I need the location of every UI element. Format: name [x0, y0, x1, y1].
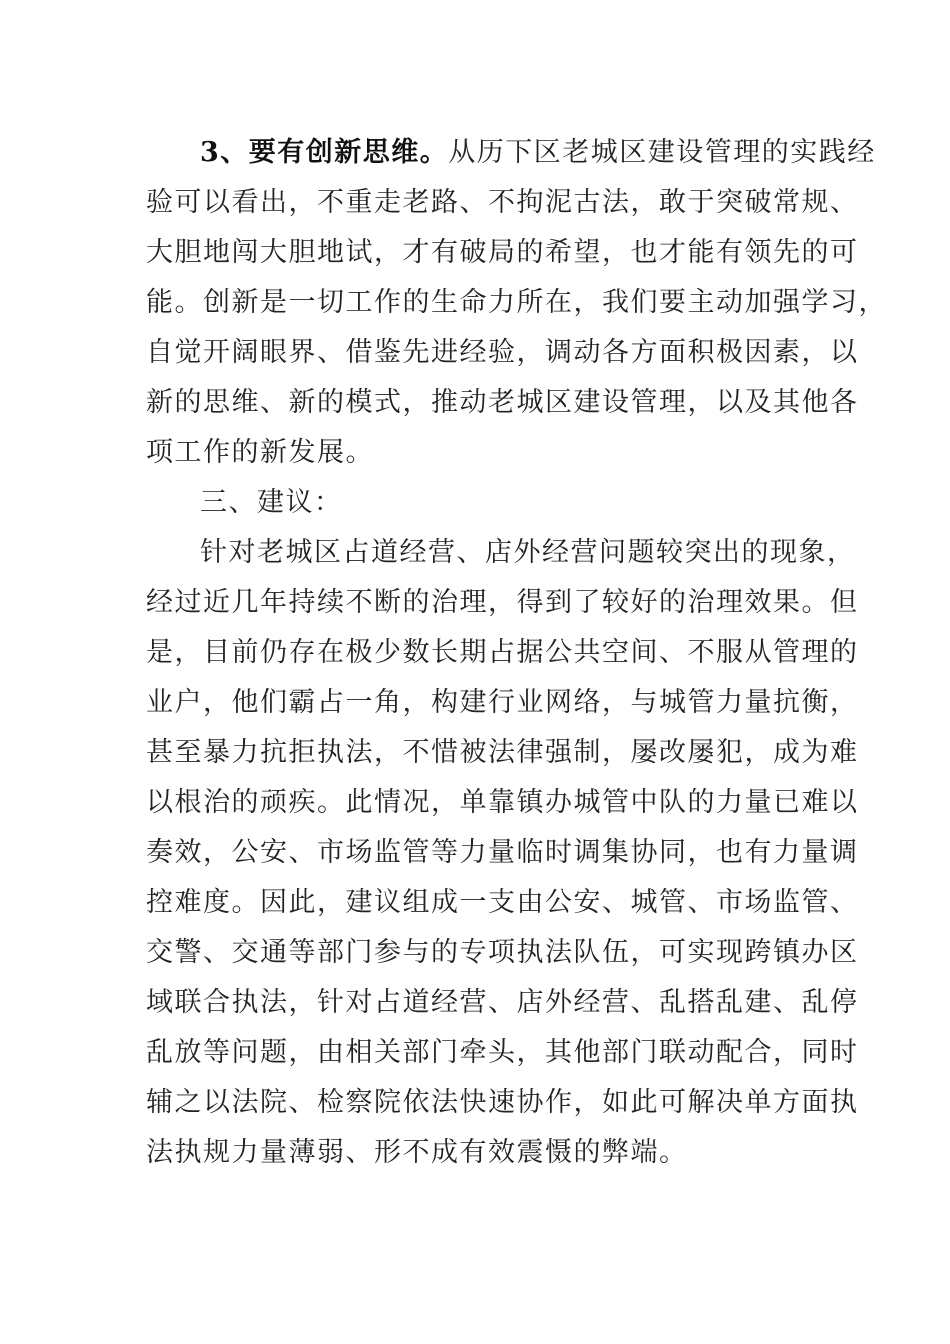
- proposal-line-9: 交警、交通等部门参与的专项执法队伍，可实现跨镇办区: [146, 937, 859, 968]
- proposal-line-11: 乱放等问题，由相关部门牵头，其他部门联动配合，同时: [146, 1037, 859, 1068]
- proposal-line-7: 奏效，公安、市场监管等力量临时调集协同，也有力量调: [146, 837, 859, 868]
- paragraph-3-heading: 3、要有创新思维。: [200, 137, 449, 168]
- paragraph-3-line-2: 验可以看出，不重走老路、不拘泥古法，敢于突破常规、: [146, 187, 859, 218]
- proposal-line-4: 业户，他们霸占一角，构建行业网络，与城管力量抗衡，: [146, 687, 859, 718]
- proposal-line-12: 辅之以法院、检察院依法快速协作，如此可解决单方面执: [146, 1087, 859, 1118]
- paragraph-3-line-4: 能。创新是一切工作的生命力所在，我们要主动加强学习，: [146, 287, 887, 318]
- proposal-line-5: 甚至暴力抗拒执法，不惜被法律强制，屡改屡犯，成为难: [146, 737, 859, 768]
- paragraph-3-line-6: 新的思维、新的模式，推动老城区建设管理，以及其他各: [146, 387, 859, 418]
- proposal-line-3: 是，目前仍存在极少数长期占据公共空间、不服从管理的: [146, 637, 859, 668]
- proposal-line-13: 法执规力量薄弱、形不成有效震慑的弊端。: [146, 1137, 688, 1168]
- paragraph-3-text: 从历下区老城区建设管理的实践经: [448, 137, 876, 168]
- section-heading-suggestions: 三、建议：: [200, 487, 343, 518]
- proposal-line-10: 域联合执法，针对占道经营、店外经营、乱搭乱建、乱停: [146, 987, 859, 1018]
- document-body: [146, 128, 887, 1178]
- paragraph-3-line-3: 大胆地闯大胆地试，才有破局的希望，也才能有领先的可: [146, 237, 859, 268]
- proposal-line-8: 控难度。因此，建议组成一支由公安、城管、市场监管、: [146, 887, 859, 918]
- paragraph-3-line-7: 项工作的新发展。: [146, 437, 374, 468]
- proposal-line-6: 以根治的顽疾。此情况，单靠镇办城管中队的力量已难以: [146, 787, 859, 818]
- paragraph-3-line-5: 自觉开阔眼界、借鉴先进经验，调动各方面积极因素，以: [146, 337, 859, 368]
- proposal-line-2: 经过近几年持续不断的治理，得到了较好的治理效果。但: [146, 587, 859, 618]
- paragraph-3-line-1: [146, 128, 876, 178]
- proposal-line-1: 针对老城区占道经营、店外经营问题较突出的现象，: [200, 537, 856, 568]
